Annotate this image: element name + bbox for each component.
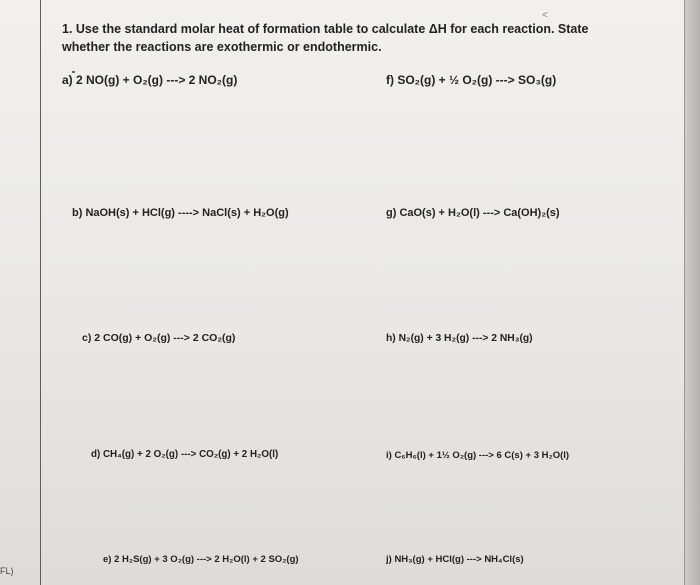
reaction-f: f) SO₂(g) + ½ O₂(g) ---> SO₃(g) [386, 73, 557, 87]
margin-line [40, 0, 41, 585]
corner-mark: FL) [0, 566, 14, 576]
reaction-j: j) NH₃(g) + HCl(g) ---> NH₄Cl(s) [386, 554, 524, 565]
reaction-c: c) 2 CO(g) + O₂(g) ---> 2 CO₂(g) [82, 332, 236, 344]
reaction-d: d) CH₄(g) + 2 O₂(g) ---> CO₂(g) + 2 H₂O(l) [91, 449, 279, 460]
tick-mark: < [542, 10, 548, 21]
page-edge [684, 0, 700, 585]
question-title: 1. Use the standard molar heat of formation table to calculate ΔH for each reaction. State whether the reactions are exothermic or endothermic. [62, 22, 589, 54]
reaction-e: e) 2 H₂S(g) + 3 O₂(g) ---> 2 H₂O(l) + 2 SO₂(g) [103, 554, 299, 565]
reaction-g: g) CaO(s) + H₂O(l) ---> Ca(OH)₂(s) [386, 207, 560, 219]
reaction-b: b) NaOH(s) + HCl(g) ----> NaCl(s) + H₂O(g) [72, 207, 289, 219]
reaction-h: h) N₂(g) + 3 H₂(g) ---> 2 NH₃(g) [386, 333, 533, 344]
reaction-i: i) C₆H₆(l) + 1½ O₂(g) ---> 6 C(s) + 3 H₂O(l) [386, 450, 570, 461]
reaction-a: a) 2 NO(g) + O₂(g) ---> 2 NO₂(g) [62, 73, 238, 87]
